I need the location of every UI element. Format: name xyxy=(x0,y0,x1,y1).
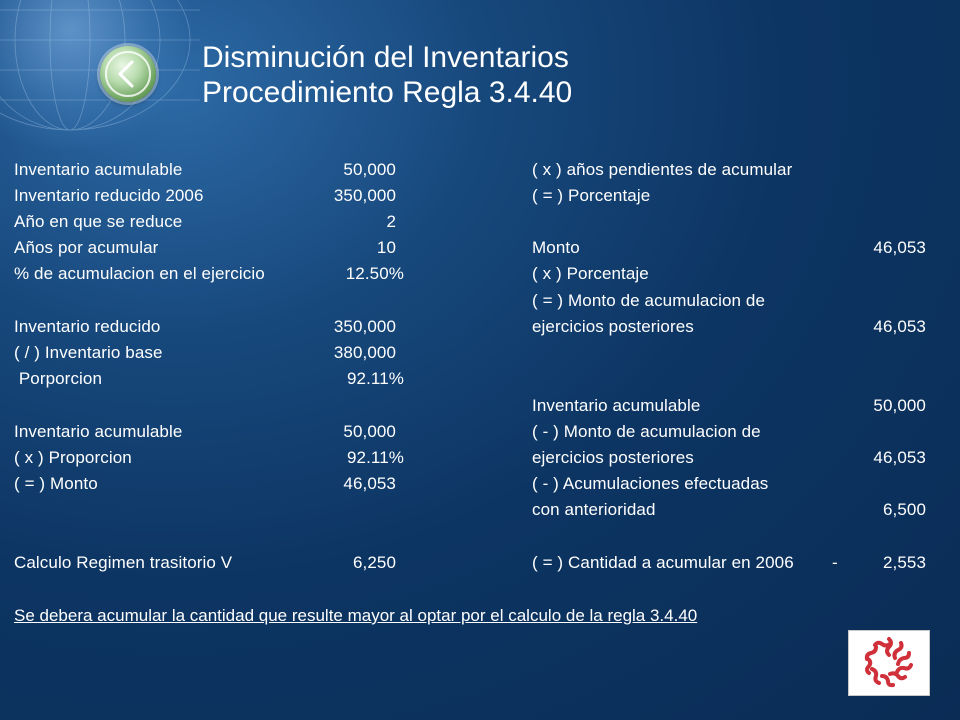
left-label-0: Inventario acumulable xyxy=(14,160,183,179)
left-value-10: 46,053 xyxy=(343,474,396,493)
left-value-5: 350,000 xyxy=(333,317,396,336)
logo-swirl-icon xyxy=(849,631,929,695)
right-label-4: ( = ) Monto de acumulacion de xyxy=(532,291,765,310)
left-value-11: 6,250 xyxy=(352,553,396,572)
right-label-2: Monto xyxy=(532,238,580,257)
right-value-11: 2,553 xyxy=(882,553,926,572)
institution-logo xyxy=(848,630,930,696)
left-label-6: ( / ) Inventario base xyxy=(14,343,163,362)
left-label-10: ( = ) Monto xyxy=(14,474,98,493)
left-value-6: 380,000 xyxy=(333,343,396,362)
left-value-4: 12.50% xyxy=(345,264,404,283)
right-label-6: Inventario acumulable xyxy=(532,396,701,415)
left-value-3: 10 xyxy=(376,238,396,257)
right-value-10: 6,500 xyxy=(882,500,926,519)
title-line-1: Disminución del Inventarios xyxy=(202,41,569,74)
left-value-2: 2 xyxy=(386,212,396,231)
back-button[interactable] xyxy=(100,46,156,102)
right-label-0: ( x ) años pendientes de acumular xyxy=(532,160,793,179)
left-value-9: 92.11% xyxy=(347,448,404,467)
left-value-7: 92.11% xyxy=(347,369,404,388)
right-label-5: ejercicios posteriores xyxy=(532,317,694,336)
left-label-1: Inventario reducido 2006 xyxy=(14,186,204,205)
right-value-2: 46,053 xyxy=(873,238,926,257)
right-value-6: 50,000 xyxy=(873,396,926,415)
slide-title xyxy=(202,40,572,110)
left-label-11: Calculo Regimen trasitorio V xyxy=(14,553,233,572)
right-label-10: con anterioridad xyxy=(532,500,656,519)
left-value-1: 350,000 xyxy=(333,186,396,205)
left-label-8: Inventario acumulable xyxy=(14,422,183,441)
right-label-7: ( - ) Monto de acumulacion de xyxy=(532,422,761,441)
left-label-7: Porporcion xyxy=(14,369,103,388)
left-label-5: Inventario reducido xyxy=(14,317,161,336)
right-value-8: 46,053 xyxy=(873,448,926,467)
left-label-2: Año en que se reduce xyxy=(14,212,183,231)
right-marker-11: - xyxy=(832,553,838,572)
left-label-4: % de acumulacion en el ejercicio xyxy=(14,264,265,283)
left-label-9: ( x ) Proporcion xyxy=(14,448,132,467)
footer-note: Se debera acumular la cantidad que resulte mayor al optar por el calculo de la regla 3.4.40 xyxy=(14,606,698,625)
right-label-3: ( x ) Porcentaje xyxy=(532,264,649,283)
right-label-9: ( - ) Acumulaciones efectuadas xyxy=(532,474,769,493)
chevron-left-icon xyxy=(100,46,156,102)
right-value-5: 46,053 xyxy=(873,317,926,336)
left-value-0: 50,000 xyxy=(343,160,396,179)
right-label-11: ( = ) Cantidad a acumular en 2006 xyxy=(532,553,794,572)
right-label-1: ( = ) Porcentaje xyxy=(532,186,651,205)
left-value-8: 50,000 xyxy=(343,422,396,441)
right-label-8: ejercicios posteriores xyxy=(532,448,694,467)
left-label-3: Años por acumular xyxy=(14,238,159,257)
title-line-2: Procedimiento Regla 3.4.40 xyxy=(202,76,573,109)
